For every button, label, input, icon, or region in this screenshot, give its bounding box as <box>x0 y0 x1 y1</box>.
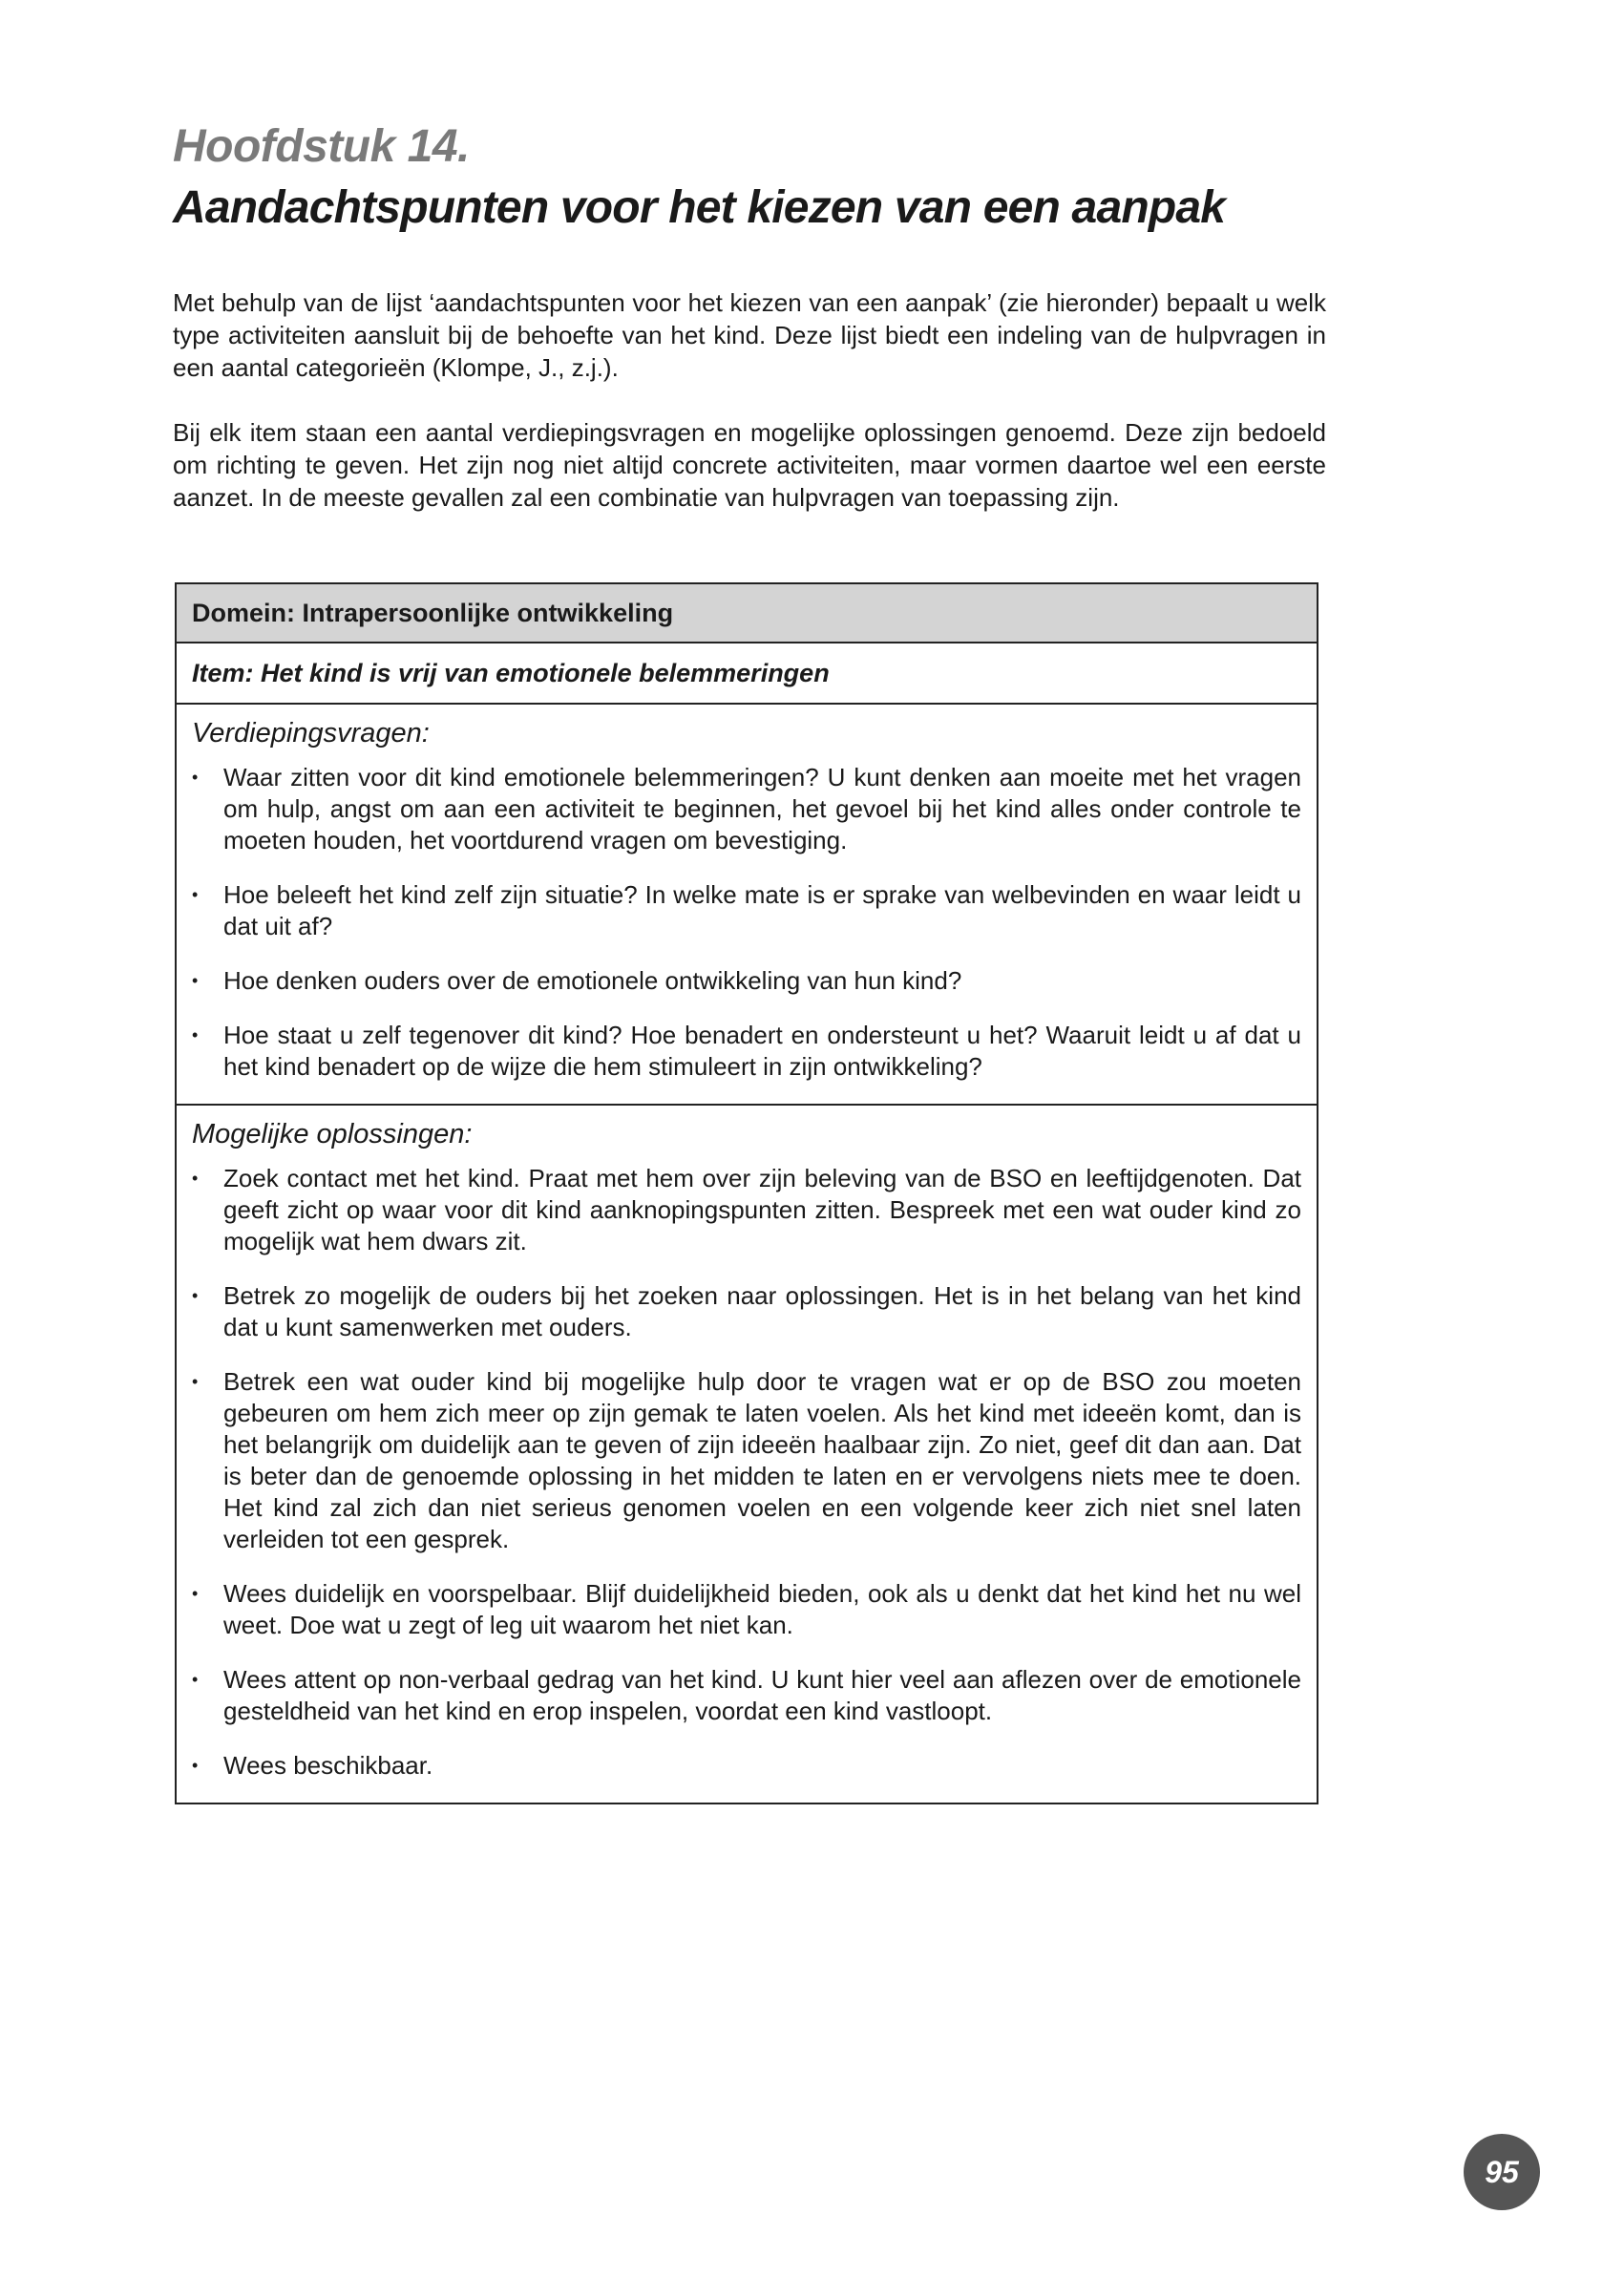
list-item: • Wees attent op non-verbaal gedrag van het kind. U kunt hier veel aan aflezen over de emotionele gesteldheid van het kind en erop inspelen, voordat een kind vastloopt. <box>192 1664 1301 1727</box>
item-header: Item: Het kind is vrij van emotionele belemmeringen <box>177 643 1317 705</box>
list-item: • Wees duidelijk en voorspelbaar. Blijf duidelijkheid bieden, ook als u denkt dat het kind het nu wel weet. Doe wat u zegt of leg uit waarom het niet kan. <box>192 1578 1301 1641</box>
verdiepingsvragen-heading: Verdiepingsvragen: <box>192 718 430 749</box>
intro-paragraph-2: Bij elk item staan een aantal verdiepingsvragen en mogelijke oplossingen genoemd. Deze zijn bedoeld om richting te geven. Het zijn nog niet altijd concrete activiteiten, maar vormen daartoe wel een eerste aanzet. In de meeste gevallen zal een combinatie van hulpvragen van toepassing zijn. <box>173 418 1326 512</box>
list-item: • Betrek een wat ouder kind bij mogelijke hulp door te vragen wat er op de BSO zou moeten gebeuren om hem zich meer op zijn gemak te laten voelen. Als het kind met ideeën komt, dan is het belangrijk om duidelijk aan te geven of zijn ideeën haalbaar zijn. Zo niet, geef dit dan aan. Dat is beter dan de genoemde oplossing in het midden te laten en er vervolgens niets mee te doen. Het kind zal zich dan niet serieus genomen voelen en een volgende keer zich niet snel laten verleiden tot een gesprek. <box>192 1366 1301 1555</box>
oplossingen-list <box>192 1163 1301 1782</box>
chapter-title: Aandachtspunten voor het kiezen van een aanpak <box>173 182 1226 233</box>
page-number-badge: 95 <box>1464 2134 1540 2210</box>
intro-paragraph-1: Met behulp van de lijst ‘aandachtspunten voor het kiezen van een aanpak’ (zie hieronder) bepaalt u welk type activiteiten aansluit bij de behoefte van het kind. Deze lijst biedt een indeling van de hulpvragen in een aantal categorieën (Klompe, J., z.j.). <box>173 288 1326 382</box>
chapter-number: Hoofdstuk 14. <box>173 121 470 172</box>
list-item: • Betrek zo mogelijk de ouders bij het zoeken naar oplossingen. Het is in het belang van het kind dat u kunt samenwerken met ouders. <box>192 1280 1301 1343</box>
verdiepingsvragen-section <box>177 705 1317 1104</box>
list-item: • Hoe beleeft het kind zelf zijn situatie? In welke mate is er sprake van welbevinden en waar leidt u dat uit af? <box>192 879 1301 942</box>
list-item: • Zoek contact met het kind. Praat met hem over zijn beleving van de BSO en leeftijdgenoten. Dat geeft zicht op waar voor dit kind aanknopingspunten zitten. Bespreek met een wat ouder kind zo mogelijk wat hem dwars zit. <box>192 1163 1301 1257</box>
oplossingen-heading: Mogelijke oplossingen: <box>192 1119 473 1150</box>
domain-header: Domein: Intrapersoonlijke ontwikkeling <box>177 584 1317 643</box>
verdiepingsvragen-list <box>192 762 1301 1083</box>
list-item: • Hoe denken ouders over de emotionele ontwikkeling van hun kind? <box>192 965 1301 997</box>
list-item: • Wees beschikbaar. <box>192 1750 1301 1782</box>
list-item: • Hoe staat u zelf tegenover dit kind? Hoe benadert en ondersteunt u het? Waaruit leidt u af dat u het kind benadert op de wijze die hem stimuleert in zijn ontwikkeling? <box>192 1020 1301 1083</box>
criteria-table <box>175 582 1318 1804</box>
oplossingen-section <box>177 1104 1317 1803</box>
list-item: • Waar zitten voor dit kind emotionele belemmeringen? U kunt denken aan moeite met het vragen om hulp, angst om aan een activiteit te beginnen, het gevoel bij het kind alles onder controle te moeten houden, het voortdurend vragen om bevestiging. <box>192 762 1301 856</box>
